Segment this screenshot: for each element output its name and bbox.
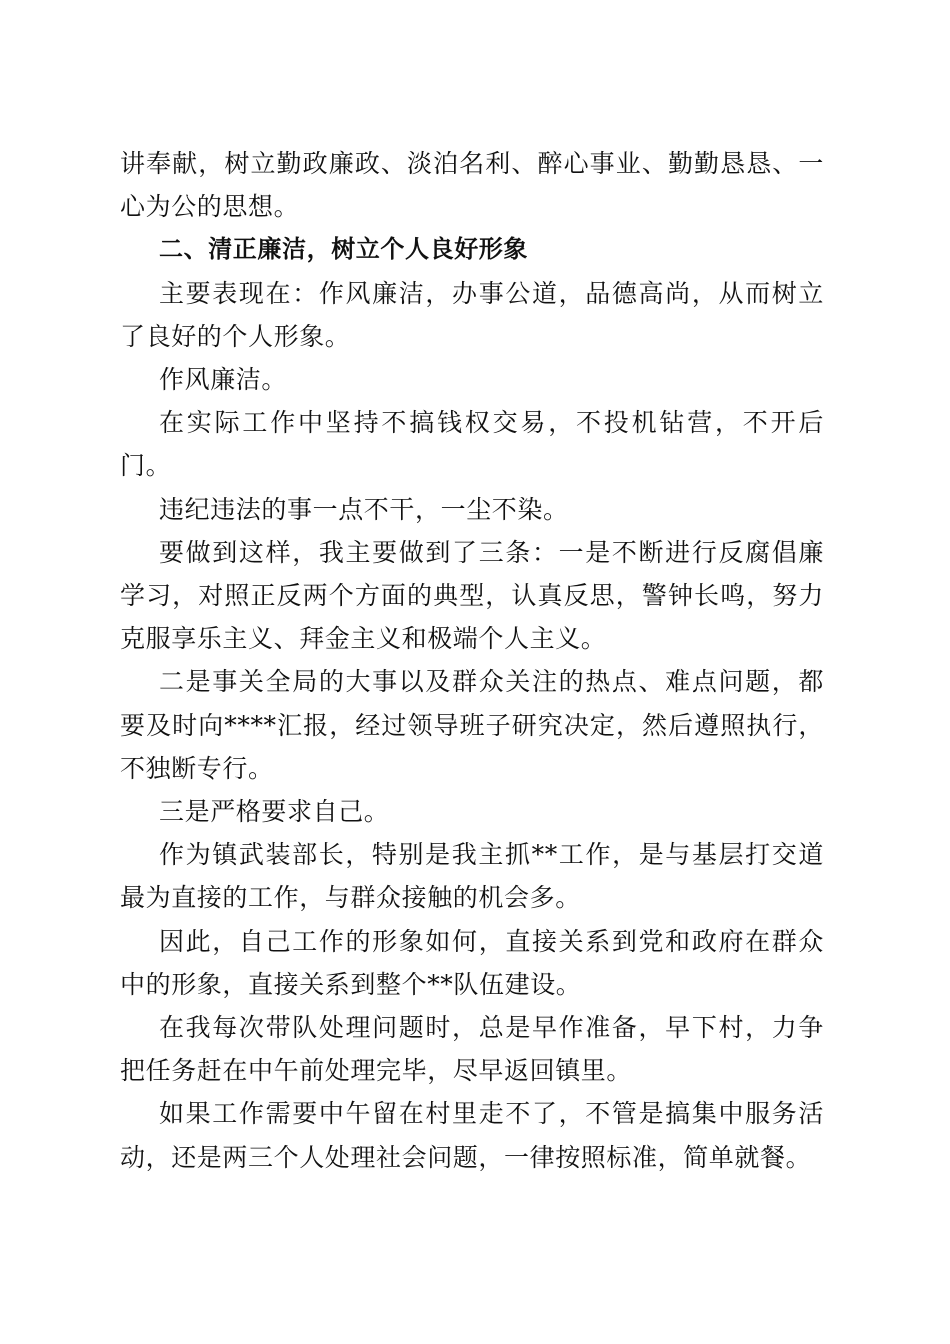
paragraph: 要做到这样，我主要做到了三条：一是不断进行反腐倡廉学习，对照正反两个方面的典型，认真反思，警钟长鸣，努力克服享乐主义、拜金主义和极端个人主义。 xyxy=(120,537,824,654)
document-body xyxy=(120,142,824,1179)
section-heading: 二、清正廉洁，树立个人良好形象 xyxy=(159,235,528,264)
paragraph: 作风廉洁。 xyxy=(159,365,288,395)
paragraph: 作为镇武装部长，特别是我主抓**工作，是与基层打交道最为直接的工作，与群众接触的机会多。 xyxy=(120,840,824,913)
paragraph: 主要表现在：作风廉洁，办事公道，品德高尚，从而树立了良好的个人形象。 xyxy=(120,278,824,351)
paragraph: 二是事关全局的大事以及群众关注的热点、难点问题，都要及时向****汇报，经过领导班子研究决定，然后遵照执行，不独断专行。 xyxy=(120,667,824,783)
paragraph: 因此，自己工作的形象如何，直接关系到党和政府在群众中的形象，直接关系到整个**队伍建设。 xyxy=(120,926,824,999)
paragraph: 在实际工作中坚持不搞钱权交易，不投机钻营，不开后门。 xyxy=(120,408,824,481)
paragraph: 在我每次带队处理问题时，总是早作准备，早下村，力争把任务赶在中午前处理完毕，尽早返回镇里。 xyxy=(120,1013,824,1086)
paragraph: 如果工作需要中午留在村里走不了，不管是搞集中服务活动，还是两三个人处理社会问题，一律按照标准，简单就餐。 xyxy=(120,1099,824,1172)
paragraph-continuation: 讲奉献，树立勤政廉政、淡泊名利、醉心事业、勤勤恳恳、一心为公的思想。 xyxy=(120,149,824,222)
paragraph: 违纪违法的事一点不干，一尘不染。 xyxy=(159,494,569,524)
paragraph: 三是严格要求自己。 xyxy=(159,797,390,827)
